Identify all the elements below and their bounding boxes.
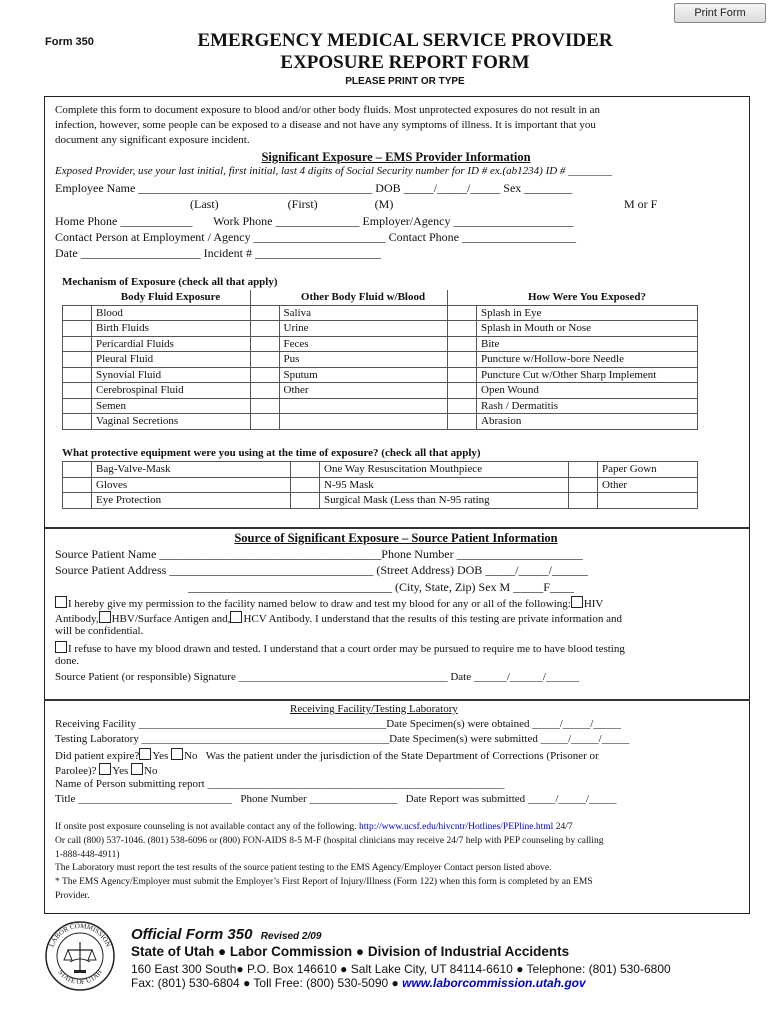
source-address-field[interactable]: Source Patient Address __________________________________ (Street Address) DOB _____/_____/______ — [55, 563, 588, 577]
source-name-field[interactable]: Source Patient Name _____________________________________Phone Number _____________________ — [55, 547, 583, 561]
other-fluid-option: Feces — [279, 336, 448, 352]
testing-laboratory-field[interactable]: Testing Laboratory _____________________________________________Date Specimen(s) were submitted _____/_____/_____ — [55, 733, 630, 745]
expire-question: Did patient expire? Yes No Was the patient under the jurisdiction of the State Department of Corrections (Prisoner or — [55, 750, 599, 762]
ppe-b-option: One Way Resuscitation Mouthpiece — [320, 462, 569, 478]
seal-top-text: LABOR COMMISSION — [47, 921, 113, 949]
source-signature-field[interactable]: Source Patient (or responsible) Signature ______________________________________ Date ______/______/______ — [55, 671, 579, 683]
section-divider-2 — [44, 699, 750, 701]
intro-line-3: document any significant exposure incident. — [55, 134, 250, 146]
lab-report-note: The Laboratory must report the test results of the source patient testing to the EMS Agency/Employer Contact person listed above. — [55, 863, 552, 873]
col-other-fluid-header: Other Body Fluid w/Blood — [300, 291, 426, 304]
hbv-checkbox[interactable] — [99, 611, 111, 623]
ppe-b-checkbox[interactable] — [291, 462, 320, 478]
how-exposed-option: Puncture w/Hollow-bore Needle — [477, 352, 698, 368]
intro-line-1: Complete this form to document exposure to blood and/or other body fluids. Most unprotected exposures do not result in an — [55, 104, 601, 116]
mechanism-row — [63, 398, 698, 414]
form-title-line1: EMERGENCY MEDICAL SERVICE PROVIDER — [197, 30, 613, 51]
other-fluid-checkbox[interactable] — [250, 336, 279, 352]
body-fluid-checkbox[interactable] — [63, 336, 92, 352]
counsel-line-1: If onsite post exposure counseling is not available contact any of the following. http://www.ucsf.edu/hivcntr/Hotlines/PEPline.html 24/7 — [55, 822, 573, 832]
body-fluid-option: Vaginal Secretions — [92, 414, 251, 430]
box-top-rule — [44, 96, 750, 97]
other-fluid-option: Urine — [279, 321, 448, 337]
official-form-label: Official Form 350 Revised 2/09 — [131, 926, 322, 943]
source-heading: Source of Significant Exposure – Source Patient Information — [234, 531, 558, 545]
body-fluid-checkbox[interactable] — [63, 367, 92, 383]
body-fluid-checkbox[interactable] — [63, 305, 92, 321]
ppe-c-option: Other — [598, 477, 698, 493]
how-exposed-checkbox[interactable] — [448, 305, 477, 321]
body-fluid-option: Semen — [92, 398, 251, 414]
ppe-table — [62, 461, 698, 509]
hcv-checkbox[interactable] — [230, 611, 242, 623]
other-fluid-checkbox[interactable] — [250, 352, 279, 368]
how-exposed-checkbox[interactable] — [448, 367, 477, 383]
sex-options-label: M or F — [624, 197, 658, 211]
other-fluid-checkbox[interactable] — [250, 383, 279, 399]
how-exposed-checkbox[interactable] — [448, 414, 477, 430]
how-exposed-option: Open Wound — [477, 383, 698, 399]
ppe-a-option: Bag-Valve-Mask — [92, 462, 291, 478]
parolee-question: Parolee)? Yes No — [55, 765, 158, 777]
ppe-label: What protective equipment were you using at the time of exposure? (check all that apply) — [62, 447, 481, 459]
ppe-b-option: N-95 Mask — [320, 477, 569, 493]
address-line: 160 East 300 South● P.O. Box 146610 ● Salt Lake City, UT 84114-6610 ● Telephone: (801) 530-6800 — [131, 962, 671, 976]
ppe-c-checkbox[interactable] — [569, 493, 598, 509]
lab-heading: Receiving Facility/Testing Laboratory — [290, 703, 458, 715]
how-exposed-checkbox[interactable] — [448, 336, 477, 352]
other-fluid-option: Other — [279, 383, 448, 399]
provider-id-instruction[interactable]: Exposed Provider, use your last initial, first initial, last 4 digits of Social Security number for ID # ex.(ab1234) ID # ________ — [55, 165, 613, 177]
how-exposed-option: Splash in Mouth or Nose — [477, 321, 698, 337]
how-exposed-option: Bite — [477, 336, 698, 352]
mechanism-row — [63, 336, 698, 352]
body-fluid-option: Pleural Fluid — [92, 352, 251, 368]
ppe-row — [63, 462, 698, 478]
col-body-fluid-header: Body Fluid Exposure — [92, 290, 251, 305]
parolee-yes-checkbox[interactable] — [99, 763, 111, 775]
name-parts-labels: (Last) (First) (M) — [190, 197, 394, 211]
source-address2-field[interactable]: __________________________________ (City, State, Zip) Sex M _____F____ — [188, 580, 574, 594]
body-fluid-option: Birth Fluids — [92, 321, 251, 337]
ppe-row — [63, 493, 698, 509]
seal-bottom-text: STATE OF UTAH — [56, 968, 104, 987]
how-exposed-checkbox[interactable] — [448, 383, 477, 399]
ppe-a-option: Gloves — [92, 477, 291, 493]
ppe-a-option: Eye Protection — [92, 493, 291, 509]
body-fluid-checkbox[interactable] — [63, 383, 92, 399]
section-divider-1 — [44, 527, 750, 529]
refuse-checkbox[interactable] — [55, 641, 67, 653]
how-exposed-option: Splash in Eye — [477, 305, 698, 321]
body-fluid-option: Cerebrospinal Fluid — [92, 383, 251, 399]
mechanism-row — [63, 352, 698, 368]
how-exposed-checkbox[interactable] — [448, 352, 477, 368]
permission-line-3: will be confidential. — [55, 625, 144, 637]
other-fluid-option: Pus — [279, 352, 448, 368]
other-fluid-checkbox[interactable] — [250, 305, 279, 321]
permission-checkbox[interactable] — [55, 596, 67, 608]
mechanism-row — [63, 367, 698, 383]
refuse-line-2: done. — [55, 655, 80, 667]
labor-commission-seal — [44, 920, 116, 992]
contact-person-field[interactable]: Contact Person at Employment / Agency ______________________ Contact Phone ___________________ — [55, 230, 576, 244]
hiv-checkbox[interactable] — [571, 596, 583, 608]
mechanism-row — [63, 321, 698, 337]
other-fluid-checkbox[interactable] — [250, 398, 279, 414]
employee-name-field[interactable]: Employee Name _______________________________________ DOB _____/_____/_____ Sex ________ — [55, 181, 573, 195]
title-phone-date-field[interactable]: Title ____________________________ Phone Number ________________ Date Report was submitted _____/_____/_____ — [55, 793, 617, 805]
counsel-line-2: Or call (800) 537-1046. (801) 538-6096 or (800) FON-AIDS 8-5 M-F (hospital clinicians may receive 24/7 help with PEP counseling by calling — [55, 836, 604, 846]
provider-heading: Significant Exposure – EMS Provider Information — [261, 150, 531, 164]
other-fluid-checkbox[interactable] — [250, 367, 279, 383]
form-number: Form 350 — [45, 36, 94, 48]
how-exposed-option: Puncture Cut w/Other Sharp Implement — [477, 367, 698, 383]
body-fluid-checkbox[interactable] — [63, 352, 92, 368]
ppe-a-checkbox[interactable] — [63, 477, 92, 493]
other-fluid-option — [279, 414, 448, 430]
how-exposed-checkbox[interactable] — [448, 398, 477, 414]
mechanism-row — [63, 305, 698, 321]
mechanism-row — [63, 414, 698, 430]
ppe-b-checkbox[interactable] — [291, 493, 320, 509]
body-fluid-checkbox[interactable] — [63, 321, 92, 337]
form-subtitle: PLEASE PRINT OR TYPE — [345, 76, 465, 87]
website-link[interactable]: www.laborcommission.utah.gov — [402, 976, 586, 990]
ppe-c-checkbox[interactable] — [569, 462, 598, 478]
fax-line: Fax: (801) 530-6804 ● Toll Free: (800) 530-5090 ● www.laborcommission.utah.gov — [131, 976, 586, 990]
counsel-line-3: 1-888-448-4911) — [55, 850, 120, 860]
body-fluid-option: Synovial Fluid — [92, 367, 251, 383]
box-bottom-rule — [44, 913, 750, 914]
submitter-name-field[interactable]: Name of Person submitting report ______________________________________________________ — [55, 778, 505, 790]
other-fluid-checkbox[interactable] — [250, 321, 279, 337]
expire-yes-checkbox[interactable] — [139, 748, 151, 760]
ppe-c-option: Paper Gown — [598, 462, 698, 478]
ppe-b-checkbox[interactable] — [291, 477, 320, 493]
ppe-c-checkbox[interactable] — [569, 477, 598, 493]
other-fluid-checkbox[interactable] — [250, 414, 279, 430]
form-title-line2: EXPOSURE REPORT FORM — [280, 52, 530, 73]
employer-note-2: Provider. — [55, 891, 90, 901]
other-fluid-option — [279, 398, 448, 414]
agency-line: State of Utah ● Labor Commission ● Division of Industrial Accidents — [131, 944, 570, 959]
permission-line-2: Antibody, HBV/Surface Antigen and, HCV Antibody. I understand that the results of this testing are private information and — [55, 613, 622, 625]
ppe-a-checkbox[interactable] — [63, 493, 92, 509]
mechanism-row — [63, 383, 698, 399]
ppe-b-option: Surgical Mask (Less than N-95 rating — [320, 493, 569, 509]
ppe-row — [63, 477, 698, 493]
how-exposed-option: Abrasion — [477, 414, 698, 430]
pepline-link[interactable]: http://www.ucsf.edu/hivcntr/Hotlines/PEPline.html — [358, 822, 554, 832]
expire-no-checkbox[interactable] — [171, 748, 183, 760]
how-exposed-option: Rash / Dermatitis — [477, 398, 698, 414]
parolee-no-checkbox[interactable] — [131, 763, 143, 775]
ppe-c-option — [598, 493, 698, 509]
body-fluid-checkbox[interactable] — [63, 414, 92, 430]
receiving-facility-field[interactable]: Receiving Facility _____________________________________________Date Specimen(s) were obtained _____/_____/_____ — [55, 718, 621, 730]
other-fluid-option: Sputum — [279, 367, 448, 383]
intro-line-2: infection, however, some people can be exposed to a disease and not have any symptoms of illness. It is important that you — [55, 119, 596, 131]
phones-field[interactable]: Home Phone ____________ Work Phone ______________ Employer/Agency ____________________ — [55, 214, 574, 228]
ppe-a-checkbox[interactable] — [63, 462, 92, 478]
refuse-line-1: I refuse to have my blood drawn and tested. I understand that a court order may be pursued to require me to have blood testing — [55, 641, 625, 655]
body-fluid-checkbox[interactable] — [63, 398, 92, 414]
mechanism-label: Mechanism of Exposure (check all that apply) — [62, 276, 278, 288]
date-incident-field[interactable]: Date ____________________ Incident # _____________________ — [55, 246, 381, 260]
body-fluid-option: Blood — [92, 305, 251, 321]
mechanism-table — [62, 290, 698, 430]
body-fluid-option: Pericardial Fluids — [92, 336, 251, 352]
other-fluid-option: Saliva — [279, 305, 448, 321]
how-exposed-checkbox[interactable] — [448, 321, 477, 337]
employer-note-1: * The EMS Agency/Employer must submit the Employer’s First Report of Injury/Illness (Form 122) when this form is completed by an EMS — [55, 877, 593, 887]
permission-line-1: I hereby give my permission to the facility named below to draw and test my blood for any or all of the following: HIV — [55, 596, 603, 610]
print-form-button[interactable]: Print Form — [674, 3, 766, 23]
col-how-exposed-header: How Were You Exposed? — [527, 291, 647, 304]
